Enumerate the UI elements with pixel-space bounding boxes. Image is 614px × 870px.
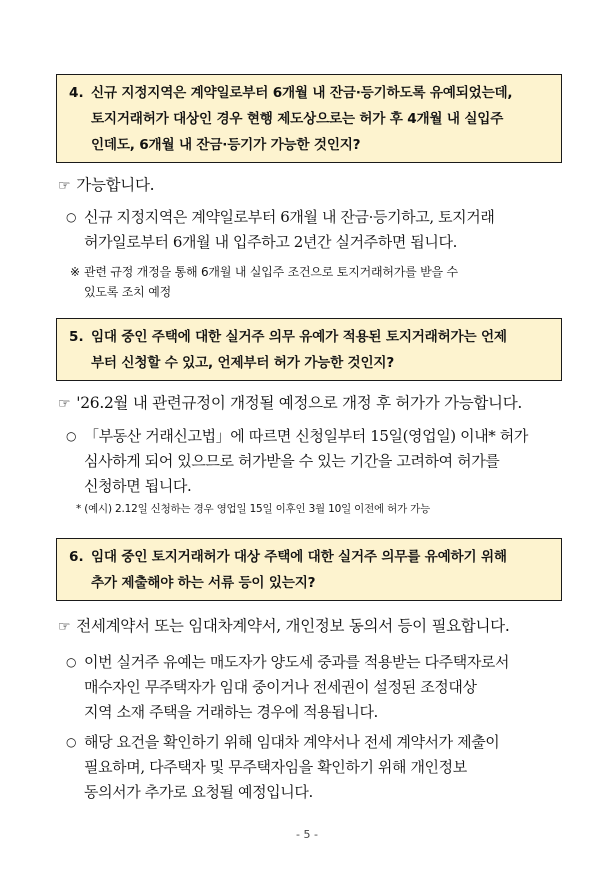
pointing-hand-icon: ☞ <box>58 396 71 412</box>
circle-bullet-icon: ○ <box>66 655 77 669</box>
answer-4-note-line-1: 관련 규정 개정을 통해 6개월 내 실입주 조건으로 토지거래허가를 받을 수 <box>84 265 458 279</box>
question-5-box <box>56 318 562 381</box>
answer-6-bullet-1-line-1: 이번 실거주 유예는 매도자가 양도세 중과를 적용받는 다주택자로서 <box>84 653 510 671</box>
answer-6-bullet-2-line-1: 해당 요건을 확인하기 위해 임대차 계약서나 전세 계약서가 제출이 <box>84 733 500 751</box>
circle-bullet-icon: ○ <box>66 735 77 749</box>
answer-6-bullet-2 <box>66 730 562 805</box>
answer-6-bullet-1 <box>66 650 562 725</box>
answer-4-text: 가능합니다. <box>76 176 155 194</box>
question-4-line-3: 인데도, 6개월 내 잔금·등기가 가능한 것인지? <box>91 137 361 153</box>
question-6-number: 6. <box>69 549 84 565</box>
question-4-number: 4. <box>69 85 84 101</box>
question-5-line-2: 부터 신청할 수 있고, 언제부터 허가 가능한 것인지? <box>91 355 395 371</box>
answer-4 <box>58 174 154 197</box>
answer-5-bullet-line-2: 심사하게 되어 있으므로 허가받을 수 있는 기간을 고려하여 허가를 <box>84 452 500 470</box>
question-5-number: 5. <box>69 329 84 345</box>
answer-6-bullet-1-line-3: 지역 소재 주택을 거래하는 경우에 적용됩니다. <box>84 703 378 721</box>
question-6-line-2: 추가 제출해야 하는 서류 등이 있는지? <box>91 575 316 591</box>
question-4-line-1: 신규 지정지역은 계약일로부터 6개월 내 잔금·등기하도록 유예되었는데, <box>91 85 513 101</box>
reference-mark-icon: ※ <box>70 265 80 279</box>
question-6-line-1: 임대 중인 토지거래허가 대상 주택에 대한 실거주 의무를 유예하기 위해 <box>91 549 507 565</box>
answer-6-bullet-2-line-2: 필요하며, 다주택자 및 무주택자임을 확인하기 위해 개인정보 <box>84 758 467 776</box>
answer-5-text: '26.2월 내 관련규정이 개정될 예정으로 개정 후 허가가 가능합니다. <box>76 394 523 412</box>
answer-4-bullet-line-2: 허가일로부터 6개월 내 입주하고 2년간 실거주하면 됩니다. <box>84 233 457 251</box>
answer-4-bullet <box>66 205 562 255</box>
pointing-hand-icon: ☞ <box>58 178 71 194</box>
answer-6-text: 전세계약서 또는 임대차계약서, 개인정보 동의서 등이 필요합니다. <box>76 617 510 635</box>
question-5-line-1: 임대 중인 주택에 대한 실거주 의무 유예가 적용된 토지거래허가는 언제 <box>91 329 507 345</box>
question-6-box <box>56 538 562 601</box>
circle-bullet-icon: ○ <box>66 210 77 224</box>
circle-bullet-icon: ○ <box>66 429 77 443</box>
answer-5-example-note: * (예시) 2.12일 신청하는 경우 영업일 15일 이후인 3월 10일 이전에 허가 가능 <box>76 503 431 515</box>
answer-5-bullet-line-1: 「부동산 거래신고법」에 따르면 신청일부터 15일(영업일) 이내* 허가 <box>84 427 528 445</box>
question-4-line-2: 토지거래허가 대상인 경우 현행 제도상으로는 허가 후 4개월 내 실입주 <box>91 111 504 127</box>
answer-6 <box>58 615 509 638</box>
answer-4-bullet-line-1: 신규 지정지역은 계약일로부터 6개월 내 잔금·등기하고, 토지거래 <box>84 208 495 226</box>
question-4-box <box>56 74 562 163</box>
answer-5-bullet-line-3: 신청하면 됩니다. <box>84 477 192 495</box>
page-number: - 5 - <box>296 828 318 841</box>
answer-6-bullet-1-line-2: 매수자인 무주택자가 임대 중이거나 전세권이 설정된 조정대상 <box>84 678 477 696</box>
answer-6-bullet-2-line-3: 동의서가 추가로 요청될 예정입니다. <box>84 783 313 801</box>
answer-4-note-line-2: 있도록 조치 예정 <box>84 285 171 299</box>
answer-5 <box>58 392 522 415</box>
answer-5-bullet <box>66 424 562 499</box>
pointing-hand-icon: ☞ <box>58 619 71 635</box>
answer-4-note <box>70 262 560 302</box>
